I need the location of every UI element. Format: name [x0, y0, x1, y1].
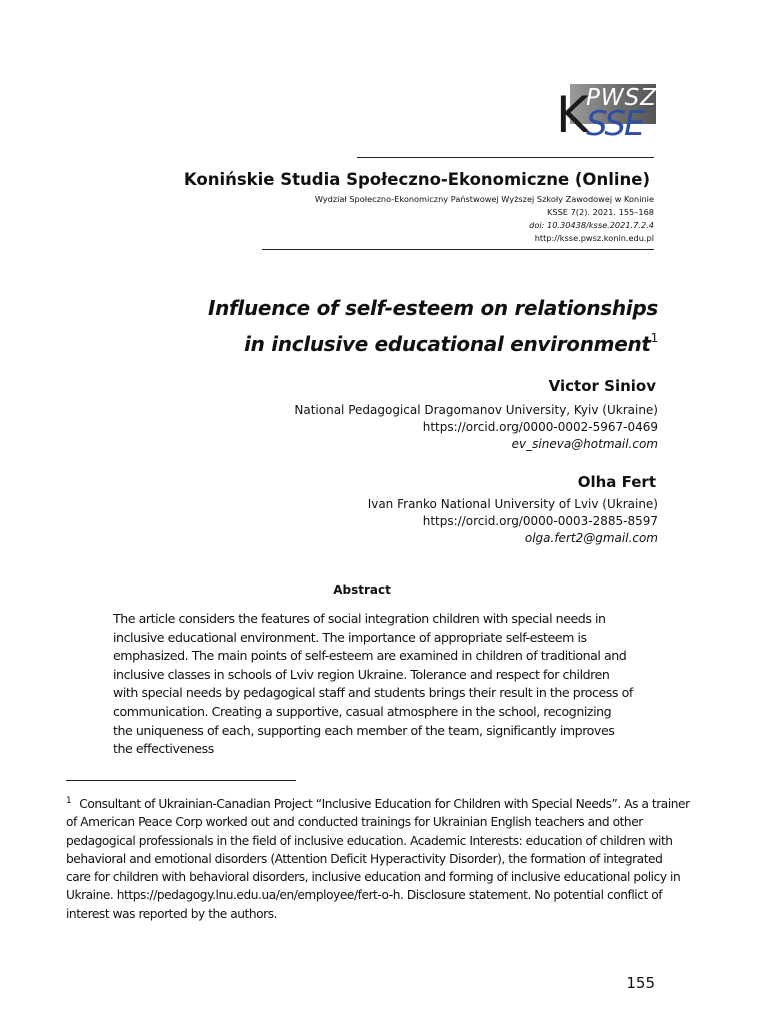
article-title-line-1: Influence of self-esteem on relationships [207, 296, 658, 320]
footnote [66, 792, 690, 923]
header-rule-top [357, 157, 654, 158]
journal-logo [556, 84, 656, 148]
author-1-affiliation: National Pedagogical Dragomanov University, Kyiv (Ukraine) [294, 403, 658, 417]
journal-citation: KSSE 7(2). 2021. 155–168 [547, 207, 654, 217]
journal-faculty: Wydział Społeczno-Ekonomiczny Państwowej Wyższej Szkoły Zawodowej w Koninie [314, 194, 654, 204]
article-title-line-2-text: in inclusive educational environment [244, 332, 651, 356]
footnote-text: Consultant of Ukrainian-Canadian Project “Inclusive Education for Children with Special Needs”. As a trainer of American Peace Corp worked out and conducted trainings for Ukrainian English teachers and other pedagogical professionals in the field of inclusive education. Academic Interests: education of children with behavioral and emotional disorders (Attention Deficit Hyperactivity Disorder), the formation of integrated care for children with behavioral disorders, inclusive education and forming of inclusive educational policy in Ukraine. https://pedagogy.lnu.edu.ua/en/employee/fert-o-h. Disclosure statement. No potential conflict of interest was reported by the authors. [66, 797, 690, 921]
journal-doi[interactable]: doi: 10.30438/ksse.2021.7.2.4 [529, 220, 654, 230]
header-rule-bottom [262, 249, 654, 250]
author-2-affiliation: Ivan Franko National University of Lviv (Ukraine) [367, 497, 658, 511]
page-number: 155 [626, 974, 655, 992]
article-title-line-2 [138, 323, 658, 359]
author-1-orcid[interactable]: https://orcid.org/0000-0002-5967-0469 [422, 420, 658, 434]
abstract-body: The article considers the features of social integration children with special needs in inclusive educational environment. The importance of appropriate self-esteem is emphasized. The main points of self-esteem are examined in children of traditional and inclusive classes in schools of Lviv region Ukraine. Tolerance and respect for children with special needs by pedagogical staff and students brings their result in the process of communication. Creating a supportive, casual atmosphere in the school, recognizing the uniqueness of each, supporting each member of the team, significantly improves the effectiveness [113, 611, 633, 757]
author-1-name: Victor Siniov [548, 377, 656, 395]
author-1-email[interactable]: ev_sineva@hotmail.com [511, 437, 658, 451]
title-footnote-mark[interactable]: 1 [650, 331, 658, 345]
abstract-heading: Abstract [333, 583, 391, 597]
author-2-orcid[interactable]: https://orcid.org/0000-0003-2885-8597 [422, 514, 658, 528]
logo-k-letter: K [556, 86, 587, 144]
logo-pwsz-text: PWSZ [586, 85, 657, 111]
footnote-mark: 1 [66, 796, 72, 806]
footnote-rule [66, 780, 296, 781]
logo-sse-text: SSE [586, 104, 644, 144]
journal-title: Konińskie Studia Społeczno-Ekonomiczne (Online) [183, 170, 650, 189]
author-2-name: Olha Fert [577, 473, 656, 491]
journal-url[interactable]: http://ksse.pwsz.konin.edu.pl [534, 233, 654, 243]
article-title [138, 293, 658, 359]
author-2-email[interactable]: olga.fert2@gmail.com [524, 531, 658, 545]
